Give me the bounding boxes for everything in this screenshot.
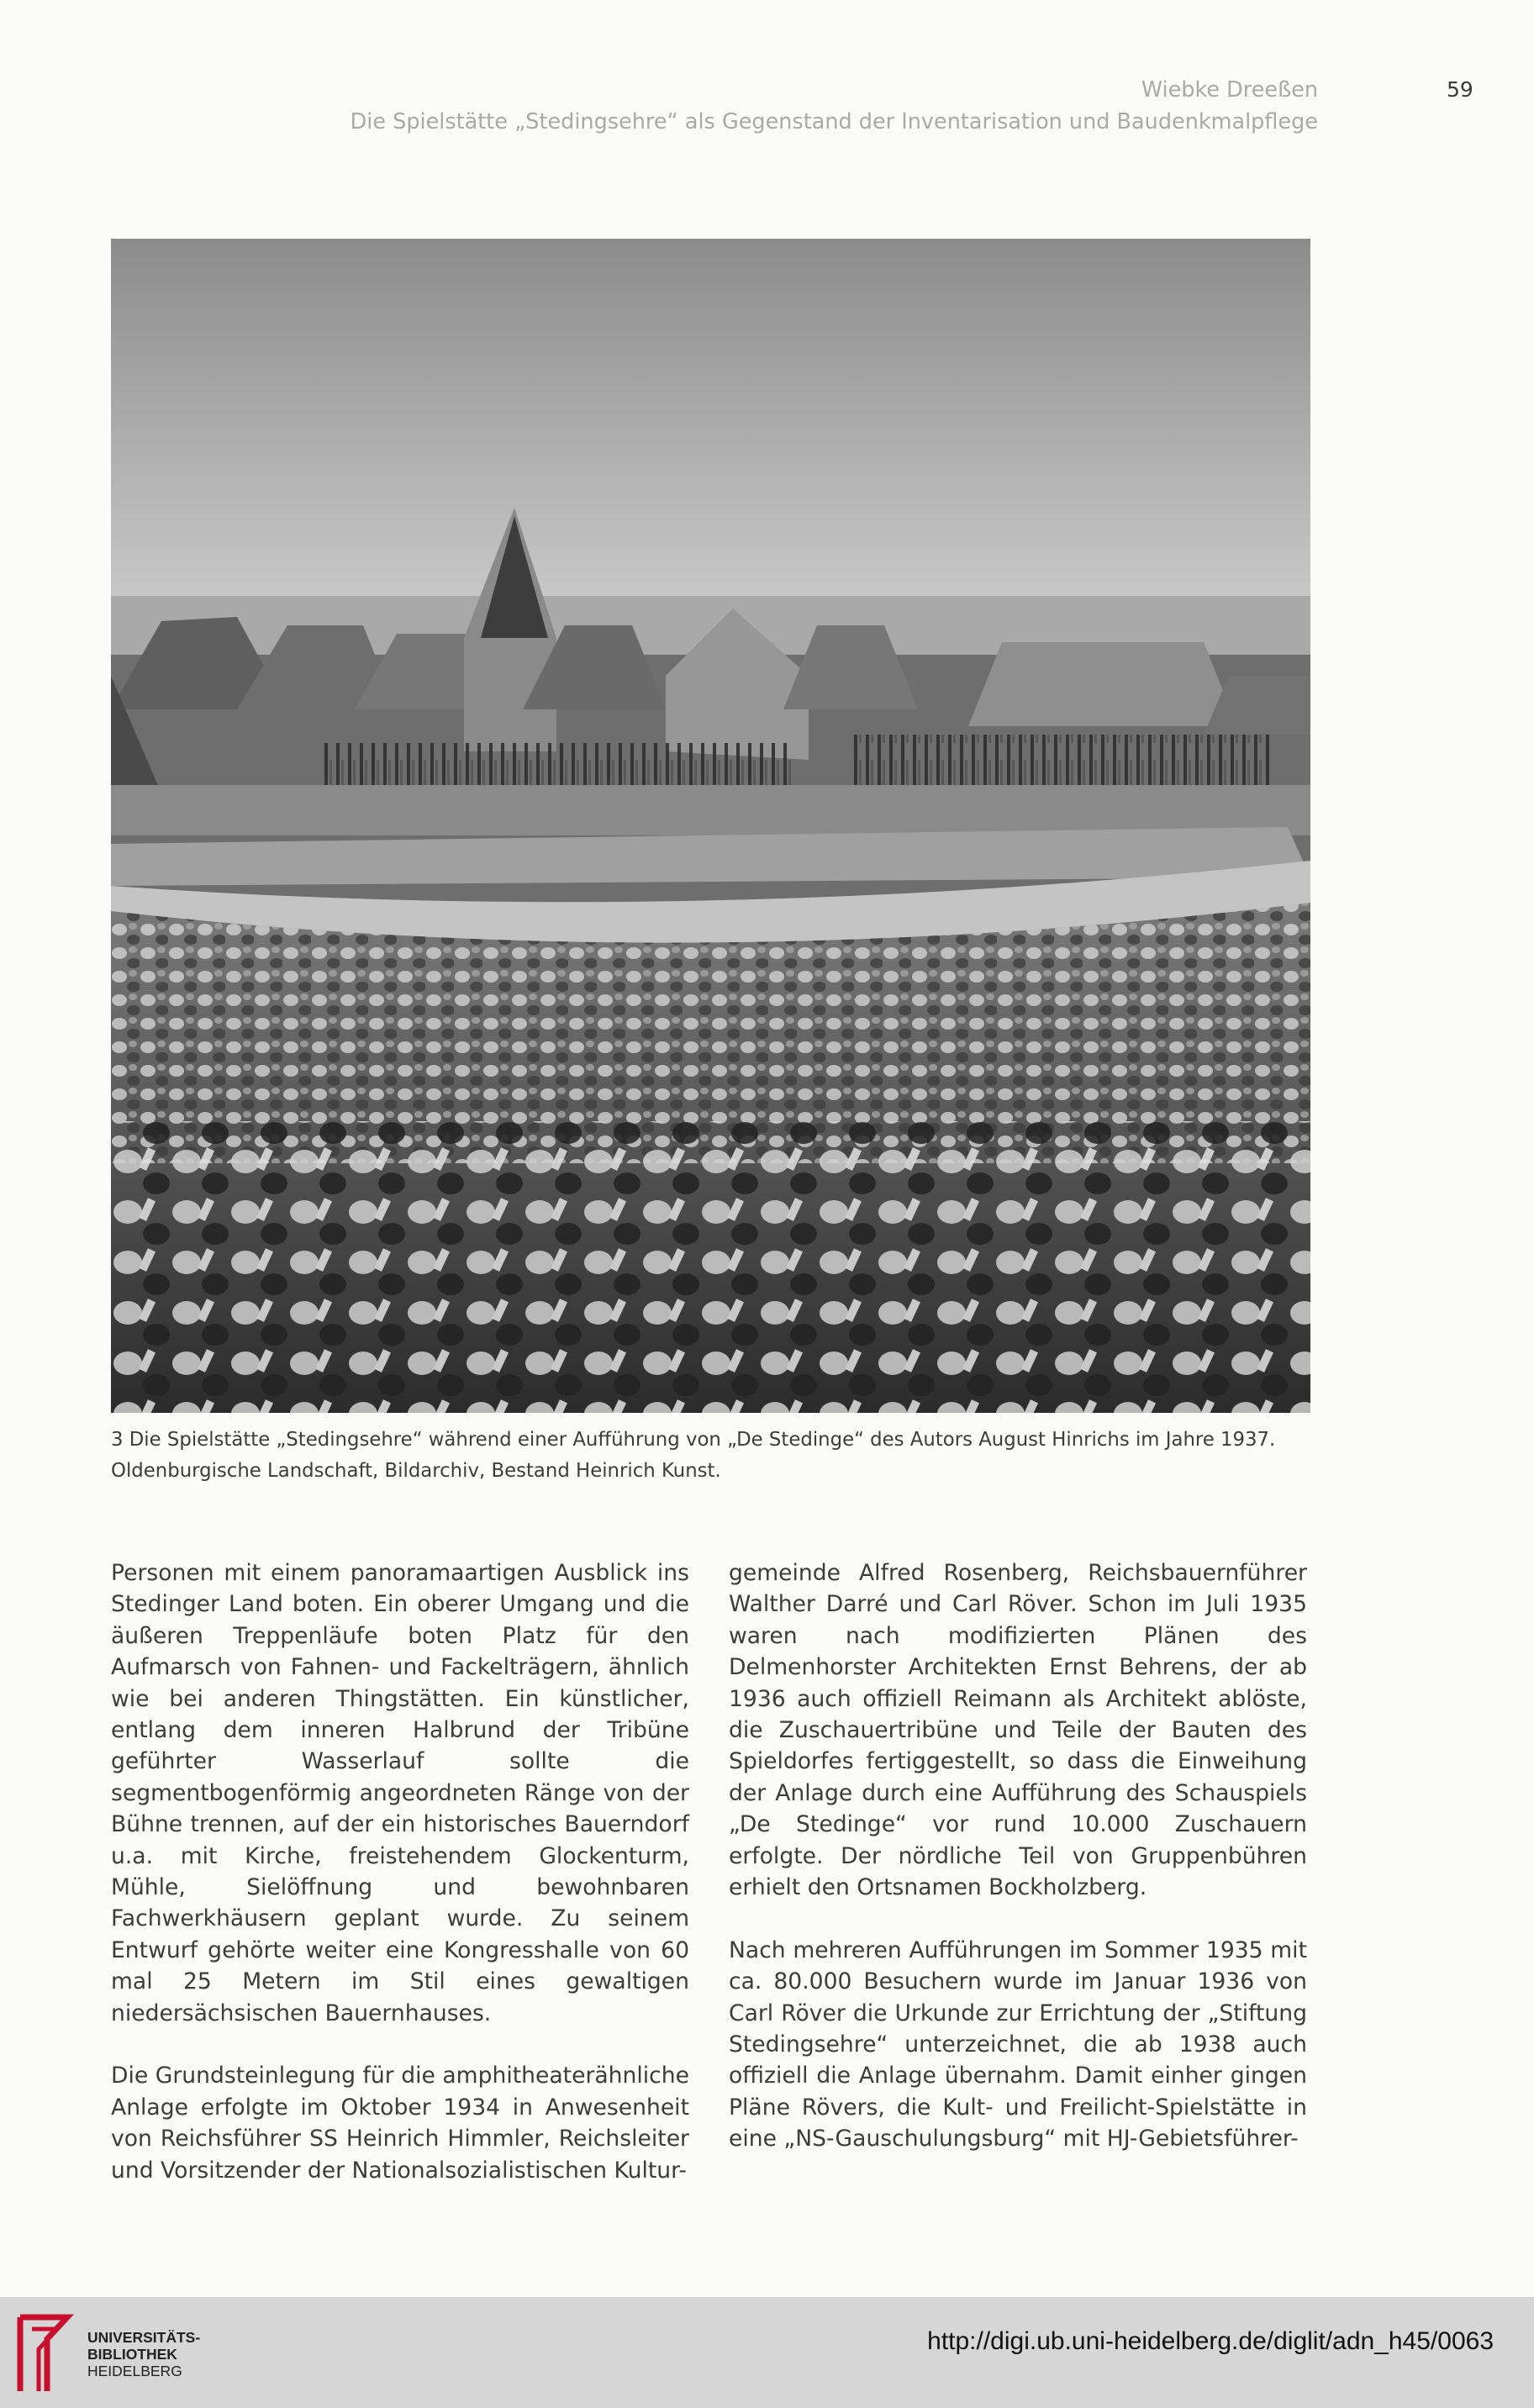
- paragraph: Die Grundsteinlegung für die amphitheaterähnliche Anlage erfolgte im Oktober 1934 in Anwesenheit von Reichsführer SS Heinrich Himmler, Reichsleiter und Vorsitzender der Nationalsozialistischen Kultur-: [111, 2063, 689, 2184]
- library-name-line-3: HEIDELBERG: [87, 2363, 182, 2379]
- paragraph: gemeinde Alfred Rosenberg, Reichsbauernführer Walther Darré und Carl Röver. Schon im Juli 1935 waren nach modifizierten Plänen des Delmenhorster Architekten Ernst Behrens, der ab 1936 auch offiziell Reimann als Architekt ablöste, die Zuschauertribüne und Teile der Bauten des Spieldorfes fertiggestellt, so dass die Einweihung der Anlage durch eine Aufführung des Schauspiels „De Stedinge“ vor rund 10.000 Zuschauern erfolgte. Der nördliche Teil von Gruppenbühren erhielt den Ortsnamen Bockholzberg.: [729, 1560, 1307, 1901]
- running-head: [351, 74, 1318, 138]
- paragraph: Personen mit einem panoramaartigen Ausblick ins Stedinger Land boten. Ein oberer Umgang und die äußeren Treppenläufe boten Platz für den Aufmarsch von Fahnen- und Fackelträgern, ähnlich wie bei anderen Thingstätten. Ein künstlicher, entlang dem inneren Halbrund der Tribüne geführter Wasserlauf sollte die segmentbogenförmig angeordneten Ränge von der Bühne trennen, auf der ein historisches Bauerndorf u.a. mit Kirche, freistehendem Glockenturm, Mühle, Sielöffnung und bewohnbaren Fachwerkhäusern geplant wurde. Zu seinem Entwurf gehörte weiter eine Kongresshalle von 60 mal 25 Metern im Stil eines gewaltigen niedersächsischen Bauernhauses.: [111, 1560, 689, 2026]
- figure-photograph: [111, 239, 1310, 1413]
- library-name-line-1: UNIVERSITÄTS-: [87, 2329, 201, 2346]
- text-column-right: [729, 1557, 1307, 2155]
- digitization-footer: [0, 2297, 1534, 2408]
- library-name-line-2: BIBLIOTHEK: [87, 2346, 177, 2363]
- header-author: Wiebke Dreeßen: [1141, 77, 1318, 103]
- paragraph: Nach mehreren Aufführungen im Sommer 1935 mit ca. 80.000 Besuchern wurde im Januar 1936 von Carl Röver die Urkunde zur Errichtung der „Stiftung Stedingsehre“ unterzeichnet, die ab 1938 auch offiziell die Anlage übernahm. Damit einher gingen Pläne Rövers, die Kult- und Freilicht-Spielstätte in eine „NS-Gauschulungsburg“ mit HJ-Gebietsführer-: [729, 1936, 1307, 2152]
- figure-caption: [111, 1425, 1321, 1487]
- library-logo-icon: [13, 2314, 74, 2395]
- page-number: 59: [1447, 77, 1473, 102]
- header-running-title: Die Spielstätte „Stedingsehre“ als Gegenstand der Inventarisation und Baudenkmalpflege: [350, 109, 1318, 134]
- caption-line-2: Oldenburgische Landschaft, Bildarchiv, Bestand Heinrich Kunst.: [111, 1460, 721, 1482]
- library-name: [87, 2329, 200, 2379]
- photo-illustration: [111, 239, 1310, 1413]
- source-url[interactable]: http://digi.ub.uni-heidelberg.de/diglit/adn_h45/0063: [927, 2327, 1494, 2355]
- caption-line-1: 3 Die Spielstätte „Stedingsehre“ während einer Aufführung von „De Stedinge“ des Autors August Hinrichs im Jahre 1937.: [111, 1429, 1276, 1451]
- text-column-left: [111, 1557, 689, 2186]
